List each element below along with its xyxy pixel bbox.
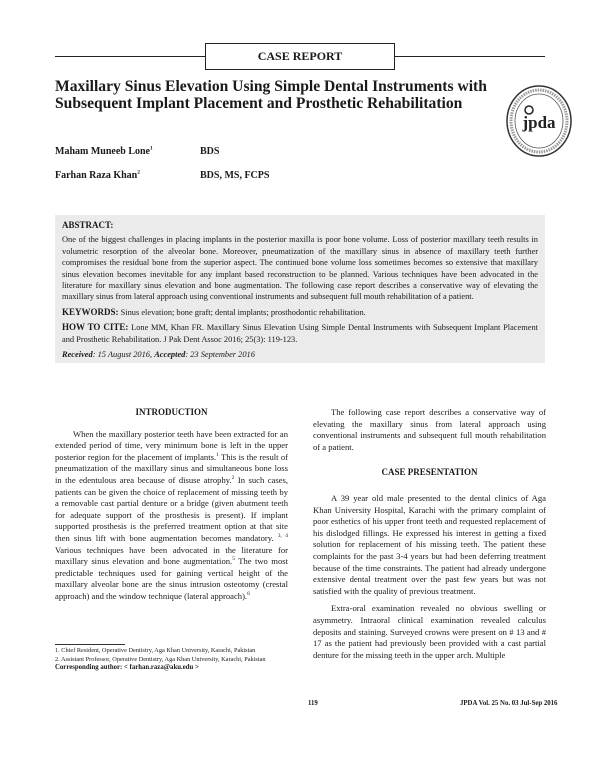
author-degree: BDS, MS, FCPS [200,170,270,181]
abstract-text: One of the biggest challenges in placing implants in the posterior maxilla is poor bone volume. Loss of posterior maxillary teeth results in volumetric resorption of the alveolar bone. Moreover, pneumatization of the maxillary sinus in absence of maxillary teeth further compromises the residual bone from the superior aspect. The continued bone volume loss sometimes becomes so extensive that maxillary sinus elevation becomes inevitable for any implant based reconstruction to be planned. Various techniques have been advocated in the literature for maxillary sinus elevation and bone augmentation. The following case report describes a conservative way of elevating the maxillary sinus from lateral approach using conventional instruments and subsequent full mouth rehabilitation of a patient. [62,235,538,302]
section-heading-introduction: INTRODUCTION [135,407,208,417]
author-name: Farhan Raza Khan$^2$ [55,169,140,181]
footnotes [55,647,288,673]
abstract-box [55,215,545,363]
dates: Received: 15 August 2016, Accepted: 23 September 2016 [62,350,255,360]
svg-text:jpda: jpda [522,113,556,132]
header-rule-left [55,56,205,57]
right-column [313,407,546,667]
footnote: 2. Assistant Professor, Operative Dentistry, Aga Khan University, Karachi, Pakistan [55,655,266,663]
jpda-logo [505,84,573,158]
article-title: Maxillary Sinus Elevation Using Simple Dental Instruments with Subsequent Implant Placement and Prosthetic Rehabilitation [55,78,487,112]
how-to-cite: HOW TO CITE: Lone MM, Khan FR. Maxillary Sinus Elevation Using Simple Dental Instruments with Subsequent Implant Placement and Prosthetic Rehabilitation. J Pak Dent Assoc 2016; 25(3): 119-123. [62,322,538,344]
corresponding-author: Corresponding author: < farhan.raza@aku.edu > [55,664,199,672]
left-column [55,407,288,609]
author-degree: BDS [200,146,220,157]
author-name: Maham Muneeb Lone$^1$ [55,145,153,157]
article-type-label: CASE REPORT [205,43,395,70]
footnote-rule [55,644,125,645]
footnote: 1. Chief Resident, Operative Dentistry, Aga Khan University, Karachi, Pakistan [55,647,256,654]
header-rule-right [395,56,545,57]
page-number: 119 [308,700,318,707]
journal-info: JPDA Vol. 25 No. 03 Jul-Sep 2016 [460,700,558,707]
case-paragraph: Extra-oral examination revealed no obvious swelling or asymmetry. Intraoral clinical examination revealed calculus deposits and staining. Surveyed crowns were present on # 13 and # 17 as the patient had previously been provided with a cast partial denture for the missing teeth in the upper arch. Multiple [313,603,546,660]
case-paragraph: A 39 year old male presented to the dental clinics of Aga Khan University Hospital, Karachi with the primary complaint of poor esthetics of his upper front teeth and requested replacement of his dislodged fillings. He expressed his interest in getting a fixed solution for replacement of his missing teeth. The patient these complaints for the past 3-4 years but had been deferring treatment because of the time constraints. The patient had already undergone extensive dental treatment over the past few years but was not satisfied with the quality of previous treatment. [313,492,546,596]
intro-paragraph: When the maxillary posterior teeth have been extracted for an extended period of time, very minimum bone is left in the upper posterior region for the placement of implants.$^1$ This is the result of pneumatization of the maxillary sinus and simultaneous bone loss in the edentulous area because of disuse atrophy.$^2$ In such cases, patients can be given the choice of replacement of missing teeth by a removable cast partial denture or a bridge (given abutment teeth for adequate support of the prosthesis is present). If implant supported prosthesis is the preferred treatment option at that site then sinus lift with bone augmentation becomes mandatory. $^{3, 4}$ Various techniques have been advocated in the literature for maxillary sinus elevation and bone augmentation.$^5$ The two most predictable techniques used for gaining vertical height of the maxillary alveolar bone are the sinus intrusion osteotomy (crestal approach) and the window technique (lateral approach).$^6$ [55,428,289,601]
keywords: KEYWORDS: Sinus elevation; bone graft; dental implants; prosthodontic rehabilitation. [62,306,366,317]
section-heading-case-presentation: CASE PRESENTATION [381,467,478,478]
right-paragraph: The following case report describes a conservative way of elevating the maxillary sinus from lateral approach using conventional instruments and subsequent full mouth rehabilitation of a patient. [313,407,546,452]
abstract-heading: ABSTRACT: [62,220,114,230]
